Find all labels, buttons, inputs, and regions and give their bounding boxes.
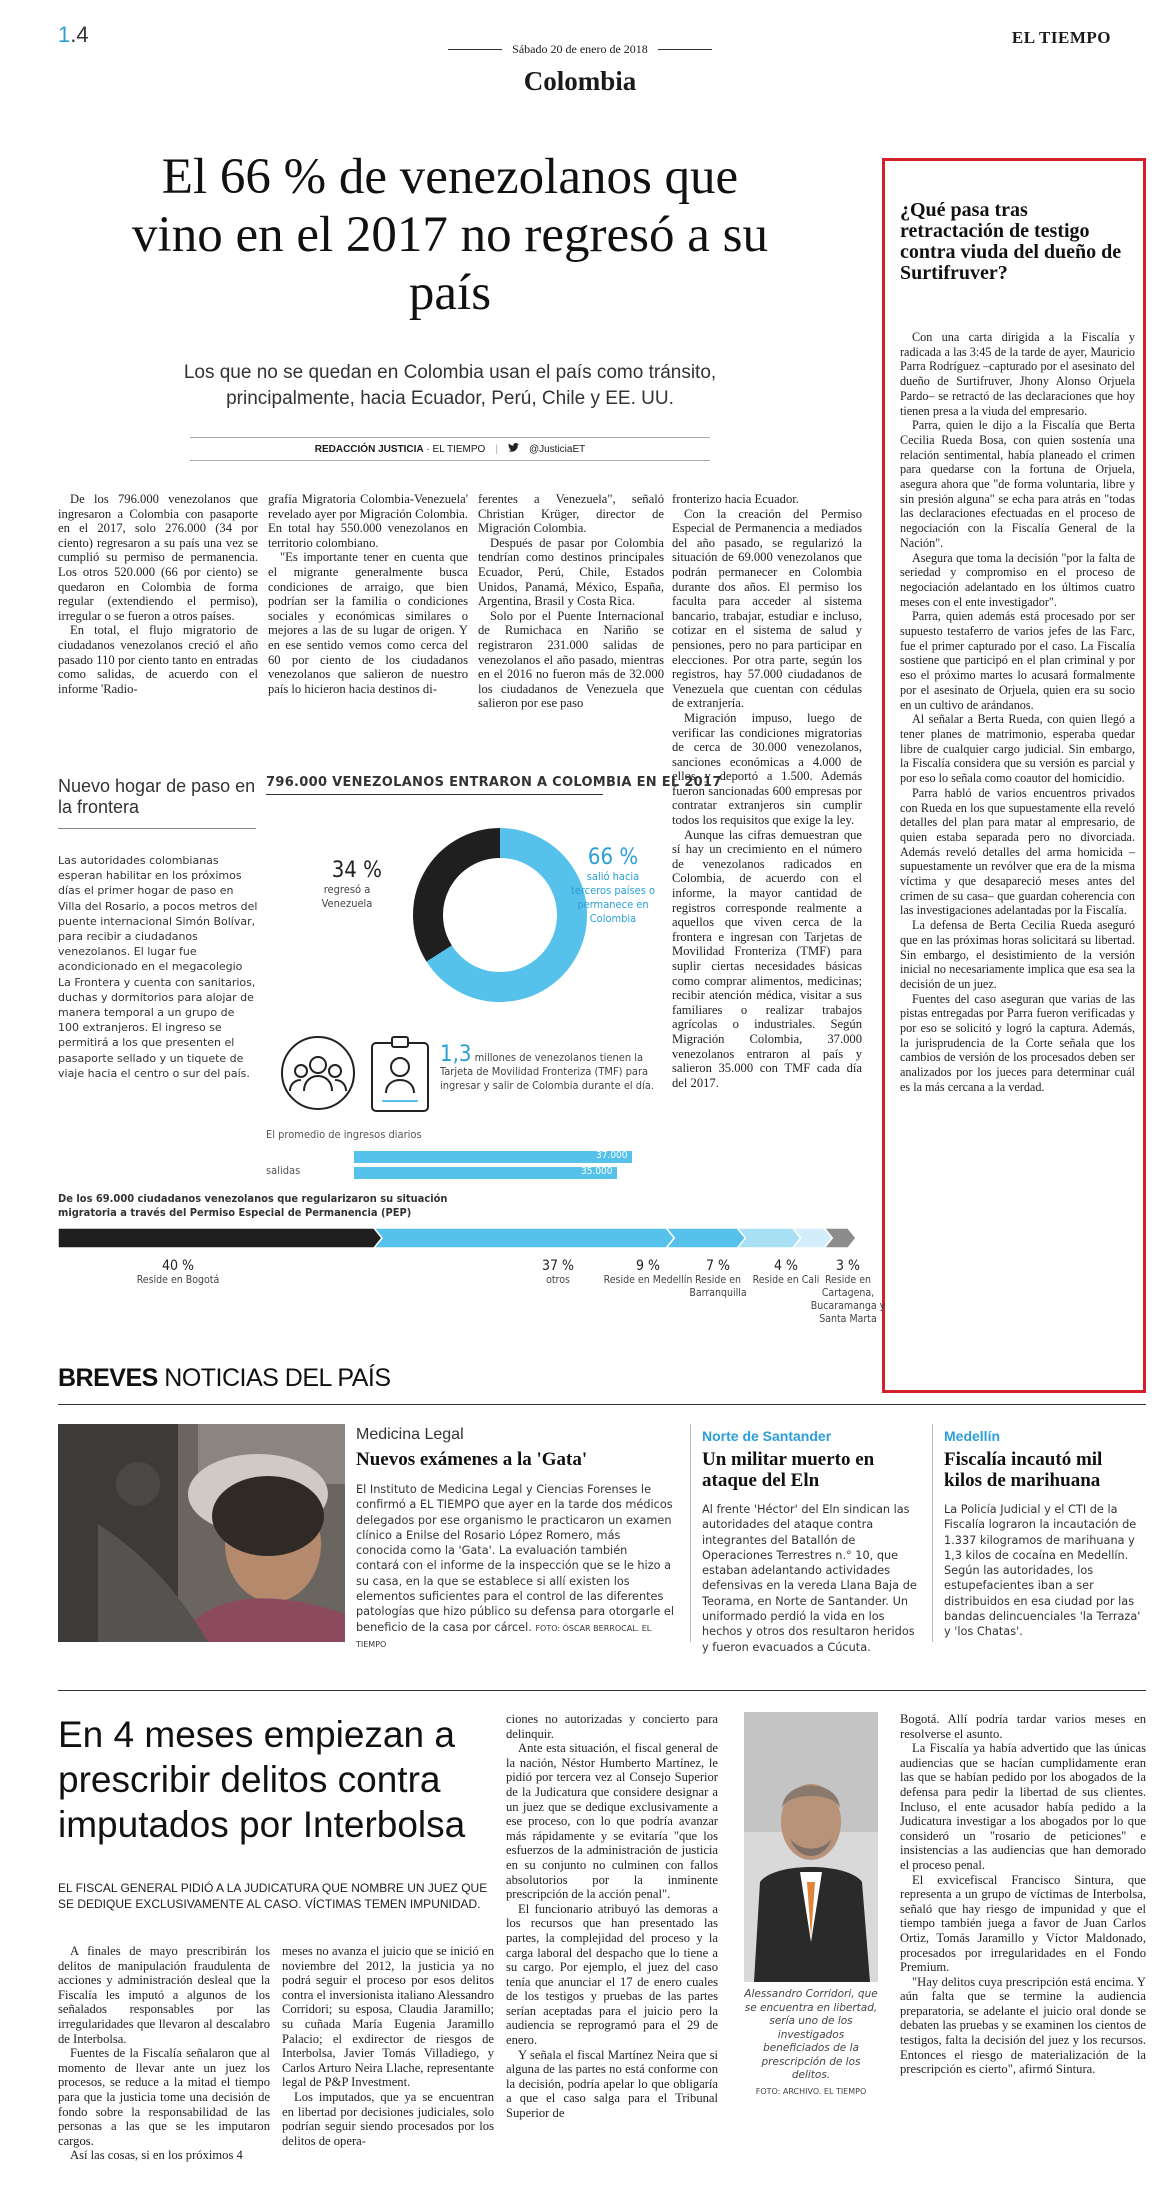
article-col-1: De los 796.000 venezolanos que ingresaron a Colombia con pasaporte en el 2017, solo 276.000 (34 por ciento) regresaron a su país una vez se cumplió su permiso de permanencia. Los otros 520.000 (66 por ciento) se quedaron en Colombia de forma regular (extendiendo el permiso), irregular o se fueron a otros países. En total, el flujo migratorio de ciudadanos venezolanos creció el año pasado 110 por ciento tanto en entradas como salidas, de acuerdo con el informe 'Radio- [58, 492, 258, 696]
page-number: 1.4 [58, 22, 89, 47]
average-label: El promedio de ingresos diarios [266, 1128, 422, 1141]
pep-label-text: otros [546, 1274, 570, 1286]
brief-1-kicker: Medicina Legal [356, 1426, 464, 1443]
brief-2-kicker: Norte de Santander [702, 1428, 832, 1444]
bottom-col-1: A finales de mayo prescribirán los delitos de manipulación fraudulenta de acciones y administración desleal que la Fiscalía les imputó a algunos de los señalados responsables por las irregularidades que llevaron al descalabro de Interbolsa. Fuentes de la Fiscalía señalaron que al momento de llevar ante un juez los procesos, se reduce a la mitad el tiempo para que la justicia tome una decisión de fondo sobre la responsabilidad de las personas a las que se les imputaron cargos. Así las cosas, si en los próximos 4 [58, 1944, 270, 2163]
sidebar-body: Con una carta dirigida a la Fiscalía y radicada a las 3:45 de la tarde de ayer, Mauricio Parra Rodríguez –capturado por el asesinato del dueño de Surtifruver, Jhony Alonso Orjuela Pardo– se retractó de las declaraciones que hoy tienen presa a la viuda del empresario. Parra, quien le dijo a la Fiscalía que Berta Cecilia Rueda Bosa, con quien sostenía una relación sentimental, había planeado el crimen para quedarse con la fortuna de Orjuela, asegura ahora que "de forma voluntaria, libre y sin presión alguna" se echa para atrás en "todas las declaraciones efectuadas en el proceso de negociación con la Fiscalía General de la Nación". Asegura que toma la decisión "por la falta de seriedad y compromiso en el proceso de negociación adelantado en los últimos cuatro meses con el ente investigador". Parra, quien además está procesado por ser supuesto testaferro de varios jefes de las Farc, fue el primer capturado por el caso. La Fiscalía sostiene que participó en el plan criminal y por eso el próximo martes lo acusará formalmente por el asesinato de Orjuela, quien era su socio en un cultivo de arándanos. Al señalar a Berta Rueda, con quien llegó a tener planes de matrimonio, esperaba quedar libre de cualquier cargo judicial. Sin embargo, la Fiscalía considera que su versión es parcial y por eso lo señala como coautor del homicidio. Parra habló de varios encuentros privados con Rueda en los que supuestamente ella reveló detalles del plan para matar al empresario, de quien estaba separada pero no divorciada. Además reveló detalles del arma homicida –supuestamente un revólver que era de la misma víctima y que desapareció meses antes del crimen de su casa– que guardan coherencia con las investigaciones adelantadas por la Fiscalía. La defensa de Berta Cecilia Rueda aseguró que en las próximas horas solicitará su libertad. Sin embargo, el desistimiento de la versión inicial no necesariamente implica que esa sea la decisión de un juez. Fuentes del caso aseguran que varias de las pistas entregadas por Parra fueron verificadas y por eso se solicitó y logró la captura. Además, la jurisprudencia de la Corte señala que los cambios de versión de los procesados deben ser analizados por los jueces para determinar cuál es la más cercana a la verdad. [900, 330, 1135, 1094]
pep-segment-2 [374, 1228, 674, 1248]
brief-divider-2 [932, 1424, 933, 1642]
photo-gata [58, 1424, 345, 1642]
brief-2-title: Un militar muerto en ataque del Eln [702, 1449, 875, 1491]
pep-label-value: 4 % [774, 1258, 798, 1274]
pep-label-text: Reside en Bogotá [136, 1274, 220, 1286]
entries-bar-label: 37.000 [596, 1150, 628, 1161]
pep-label-value: 9 % [636, 1258, 660, 1274]
bottom-rule [58, 1690, 1146, 1691]
donut-slices [428, 843, 572, 987]
photo-credit: FOTO: ARCHIVO. EL TIEMPO [755, 2086, 867, 2096]
date-rule-right [658, 49, 712, 50]
main-subhead: Los que no se quedan en Colombia usan el país como tránsito, principalmente, hacia Ecuador, Perú, Chile y EE. UU. [183, 362, 717, 409]
donut-slice-1 [428, 843, 500, 954]
main-headline: El 66 % de venezolanos que vino en el 2017 no regresó a su país [132, 149, 768, 321]
bottom-headline: En 4 meses empiezan a prescribir delitos contra imputados por Interbolsa [58, 1714, 466, 1845]
brief-1-credit: FOTO: ÓSCAR BERROCAL. EL TIEMPO [356, 1623, 652, 1649]
date-rule-left [448, 49, 502, 50]
chart-title-underline [266, 794, 603, 795]
byline-author: REDACCIÓN JUSTICIA [314, 443, 424, 455]
exits-bar-label: 35.000 [581, 1166, 613, 1177]
donut-left-text: regresó a Venezuela [321, 883, 373, 910]
pep-segments [58, 1228, 856, 1248]
infobox-title: Nuevo hogar de paso en la frontera [58, 776, 256, 817]
pep-label-value: 40 % [162, 1258, 194, 1274]
tmf-block [440, 1042, 660, 1093]
brand-logo: EL TIEMPO [1011, 28, 1111, 47]
pep-label-value: 37 % [542, 1258, 574, 1274]
article-col-2: grafía Migratoria Colombia-Venezuela' revelado ayer por Migración Colombia. En total hay 550.000 venezolanos en territorio colombiano. "Es importante tener en cuenta que el migrante generalmente busca condiciones de arraigo, que bien podrían ser la familia o condiciones sociales y económicas similares o mejores a las de su lugar de origen. Y en ese sentido vemos como cerca del 60 por ciento de los ciudadanos venezolanos que salieron de nuestro país lo hicieron hacia destinos di- [268, 492, 468, 696]
pep-segment-4 [737, 1228, 800, 1248]
breves-label: NOTICIAS DEL PAÍS [164, 1364, 391, 1392]
pep-label-6 [803, 1258, 893, 1326]
bottom-col-2: meses no avanza el juicio que se inició en noviembre del 2012, la justicia ya no podrá seguir el proceso por esos delitos contra el inversionista italiano Alessandro Corridori; su esposa, Claudia Jaramillo; su cuñada María Eugenia Jaramillo Palacio; el exdirector de riesgos de Interbolsa, Javier Tomás Villadiego, y Carlos Arturo Neira Llache, representante legal de P&P Investment. Los imputados, que ya se encuentran en libertad por decisiones judiciales, solo podrían seguir siendo procesados por los delitos de opera- [282, 1944, 494, 2148]
photo-corridori [744, 1712, 878, 1982]
bottom-col-3: ciones no autorizadas y concierto para delinquir. Ante esta situación, el fiscal general de la nación, Néstor Humberto Martínez, le pidió por tercera vez al Consejo Superior de la Judicatura que considere designar a un juez que se dedique exclusivamente a ese proceso, con lo que podría avanzar más rápidamente y se evitaría "que los esfuerzos de la administración de justicia en su conjunto no culminen con fallos absolutorios por la inminente prescripción de la acción penal". El funcionario atribuyó las demoras a los recursos que han presentado las partes, la complejidad del proceso y la carga laboral del despacho que lo tiene a su cargo. Por ejemplo, el juez del caso tenía que anunciar el 17 de enero cuales de los testigos y pruebas de las partes serían aceptadas para el juicio pero la audiencia se reprogramó para el 29 de enero. Y señala el fiscal Martínez Neira que si alguna de las partes no está conforme con la decisión, podría apelar lo que obligaría a que el caso salga para el Tribunal Superior de [506, 1712, 718, 2121]
donut-right-label [568, 845, 658, 926]
donut-right-text: salió hacia terceros países o permanece en Colombia [570, 870, 656, 925]
byline-outlet: EL TIEMPO [432, 443, 486, 455]
pep-label-text: Reside en Cali [752, 1274, 820, 1286]
brief-3-text: La Policía Judicial y el CTI de la Fiscalía lograron la incautación de 1.337 kilogramos de marihuana y 1,3 kilos de cocaína en Medellín. Según las autoridades, los estupefacientes iban a ser distribuidos en esa ciudad por las bandas delincuenciales 'la Terraza' y 'los Chatas'. [944, 1503, 1141, 1639]
breves-rule [58, 1404, 1146, 1405]
pep-label-value: 7 % [706, 1258, 730, 1274]
article-col-3: ferentes a Venezuela", señaló Christian Krüger, director de Migración Colombia. Después de pasar por Colombia tendrían como destinos principales Ecuador, Perú, Chile, Estados Unidos, Panamá, México, España, Argentina, Brasil y Costa Rica. Solo por el Puente Internacional de Rumichaca en Nariño se registraron 231.000 salidas de venezolanos el año pasado, mientras en el 2016 no fueron más de 32.000 los ciudadanos de Venezuela que salieron por ese paso [478, 492, 664, 711]
section-title: Colombia [523, 66, 637, 96]
infobox-text: Las autoridades colombianas esperan habilitar en los próximos días el primer hogar de paso en Villa del Rosario, a pocos metros del puente internacional Simón Bolívar, para recibir a ciudadanos venezolanos. El lugar fue acondicionado en el megacolegio La Frontera y cuenta con sanitarios, duchas y dormitorios para alojar de manera temporal a un grupo de 100 extranjeros. El ingreso se permitirá a los que presenten el pasaporte sellado y un tiquete de viaje hacia el centro o sur del país. [58, 854, 258, 1080]
breves-heading [58, 1364, 391, 1393]
donut-right-value: 66 % [587, 845, 639, 870]
exits-bar [354, 1167, 617, 1179]
pep-label-2 [513, 1258, 603, 1287]
pep-arrow-bar [58, 1224, 858, 1252]
date-line: Sábado 20 de enero de 2018 [512, 42, 648, 56]
pep-label-text: Reside en Cartagena, Bucaramanga y Santa Marta [810, 1274, 886, 1325]
pep-label-text: Reside en Medellín [603, 1274, 693, 1286]
tmf-value: 1,3 [440, 1042, 472, 1067]
donut-left-label [282, 858, 382, 911]
pep-segment-1 [58, 1228, 382, 1248]
bottom-kicker: EL FISCAL GENERAL PIDIÓ A LA JUDICATURA QUE NOMBRE UN JUEZ QUE SE DEDIQUE EXCLUSIVAMENTE AL CASO. VÍCTIMAS TEMEN IMPUNIDAD. [58, 1881, 488, 1911]
pep-label-value: 3 % [836, 1258, 860, 1274]
brief-3-kicker: Medellín [944, 1428, 1001, 1444]
people-group-icon [280, 1035, 356, 1111]
brief-2-text: Al frente 'Héctor' del Eln sindican las autoridades del ataque contra integrantes del Batallón de Operaciones Terrestres n.° 10, que estaban adelantando actividades defensivas en la vereda Llana Baja de Teorama, en Norte de Santander. Un uniformado perdió la vida en los hechos y otros dos resultaron heridos y fueron evacuados a Cúcuta. [702, 1503, 917, 1654]
pep-label-text: Reside en Barranquilla [689, 1274, 747, 1299]
twitter-icon [508, 443, 519, 455]
infobox-rule [58, 828, 256, 829]
pep-title: De los 69.000 ciudadanos venezolanos que regularizaron su situación migratoria a través del Permiso Especial de Permanencia (PEP) [58, 1192, 448, 1219]
entries-bar [354, 1151, 632, 1163]
bottom-col-4: Bogotá. Allí podría tardar varios meses en resolverse el asunto. La Fiscalía ya había advertido que las únicas audiencias que se hacían cumplidamente eran las que se habían pedido por los abogados de la defensa para pedir la libertad de sus clientes. Incluso, el ente acusador había pedido a la Judicatura investigar a los abogados por lo que consideró un "rosario de peticiones" e insistencias a las audiencias que han demorado el proceso penal. El exvicefiscal Francisco Sintura, que representa a un grupo de víctimas de Interbolsa, señaló que hay riesgo de impunidad y que el tiempo también juega a favor de Juan Carlos Ortiz, Tomás Jaramillo y Víctor Maldonado, procesados por irregularidades en el Fondo Premium. "Hay delitos cuya prescripción está encima. Y aún falta que se termine la audiencia preparatoria, se adelante el juicio oral donde se debaten las pruebas y se examinen los cientos de testigos, falta la decisión del juez y los recursos. Entonces el riesgo de materialización de la prescripción es cierto", afirmó Sintura. [900, 1712, 1146, 2077]
twitter-handle: @JusticiaET [528, 443, 586, 455]
tmf-text: millones de venezolanos tienen la Tarjeta de Movilidad Fronteriza (TMF) para ingresar y salir de Colombia durante el día. [440, 1051, 655, 1092]
brief-1-text: El Instituto de Medicina Legal y Ciencias Forenses le confirmó a EL TIEMPO que ayer en la tarde dos médicos delegados por ese organismo le practicaron un examen clínico a Enilse del Rosario López Romero, más conocida como la 'Gata'. La evaluación también contará con el informe de la inspección que se le hizo a su casa, en la que se establece si allí existen los elementos suficientes para el control de las diferentes patologías que hizo público su defensa para otorgarle el beneficio de la casa por cárcel. FOTO: ÓSCAR BERROCAL. EL TIEMPO [356, 1483, 674, 1649]
brief-3-title: Fiscalía incautó mil kilos de marihuana [944, 1449, 1103, 1491]
chart-title: 796.000 VENEZOLANOS ENTRARON A COLOMBIA EN EL 2017 [266, 775, 722, 790]
article-col-4: fronterizo hacia Ecuador. Con la creación del Permiso Especial de Permanencia a mediados del año pasado, se regularizó la situación de 69.000 venezolanos que podrán permanecer en Colombia durante dos años. El permiso los faculta para acceder al sistema bancario, trabajar, estudiar e incluso, cotizar en el sistema de salud y pensiones, pero no para participar en elecciones. Por otra parte, según los registros, hay 57.000 ciudadanos de Venezuela que cuentan con cédulas de extranjería. Migración impuso, luego de verificar las condiciones migratorias de cerca de 30.000 venezolanos, sanciones económicas a 4.000 de ellos y deportó a 1.500. Además fueron sancionadas 600 empresas por contratar extranjeros sin cumplir todos los requisitos que exige la ley. Aunque las cifras demuestran que sí hay un crecimiento en el número de venezolanos radicados en Colombia, de acuerdo con el informe, la mayor cantidad de registros corresponde realmente a aquellos que viven cerca de la frontera e ingresan con Tarjetas de Movilidad Fronteriza (TMF) para suplir ciertas necesidades básicas como comprar alimentos, medicinas; recibir atención médica, visitar a sus familiares o realizar trabajos agrícolas o industriales. Según Migración Colombia, 37.000 venezolanos entraron al país y salieron 35.000 con TMF cada día del 2017. [672, 492, 862, 1090]
id-card-icon [370, 1035, 430, 1113]
pep-segment-3 [666, 1228, 745, 1248]
sidebar-title: ¿Qué pasa tras retractación de testigo contra viuda del dueño de Surtifruver? [900, 199, 1122, 284]
breves-label-bold: BREVES [58, 1364, 158, 1392]
photo-caption: Alessandro Corridori, que se encuentra en libertad, sería uno de los investigados beneficiados de la prescripción de los delitos. FOTO: ARCHIVO. EL TIEMPO [744, 1988, 878, 2098]
brief-1-title: Nuevos exámenes a la 'Gata' [356, 1449, 588, 1470]
pep-label-1 [133, 1258, 223, 1287]
brief-divider-1 [690, 1424, 691, 1642]
byline: REDACCIÓN JUSTICIA · EL TIEMPO | @JusticiaET [190, 437, 710, 461]
donut-left-value: 34 % [331, 858, 382, 883]
exits-label: salidas [266, 1164, 301, 1177]
